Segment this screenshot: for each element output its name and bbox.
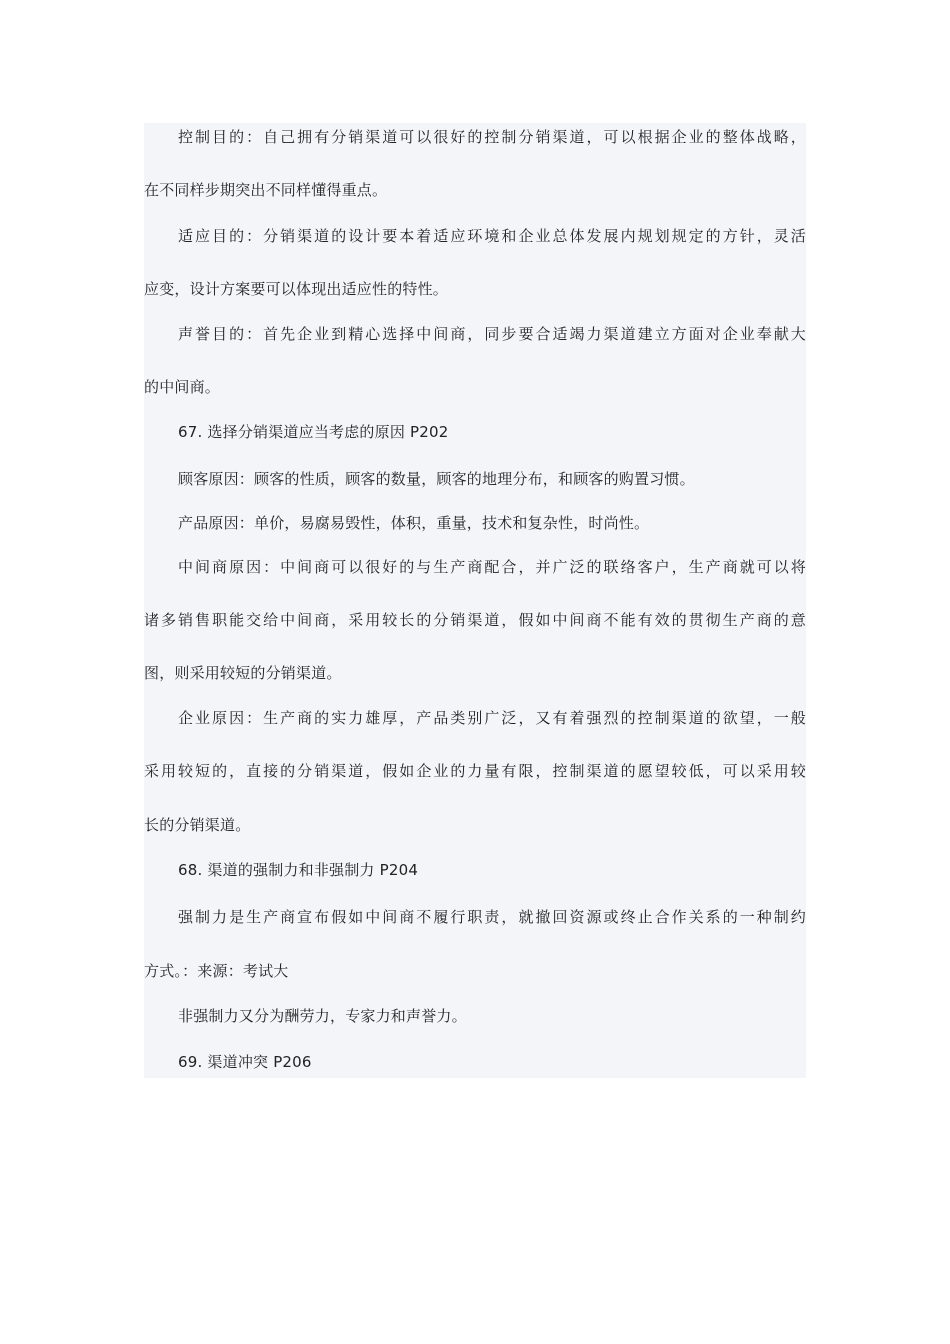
paragraph-adapt-goal-line-1: 适应目的：分销渠道的设计要本着适应环境和企业总体发展内规划规定的方针，灵活 [178,227,806,245]
paragraph-reputation-goal-line-1: 声誉目的：首先企业到精心选择中间商，同步要合适竭力渠道建立方面对企业奉献大 [178,325,806,343]
paragraph-non-coercive-power: 非强制力又分为酬劳力，专家力和声誉力。 [178,1007,467,1025]
paragraph-customer-factors: 顾客原因：顾客的性质，顾客的数量，顾客的地理分布，和顾客的购置习惯。 [178,470,695,488]
paragraph-coercive-power-line-1: 强制力是生产商宣布假如中间商不履行职责，就撤回资源或终止合作关系的一种制约 [178,908,806,926]
paragraph-coercive-power-line-2: 方式。：来源：考试大 [144,962,289,980]
paragraph-reputation-goal-line-2: 的中间商。 [144,378,221,396]
paragraph-intermediary-factors-line-2: 诸多销售职能交给中间商，采用较长的分销渠道，假如中间商不能有效的贯彻生产商的意 [144,611,806,629]
paragraph-control-goal-line-2: 在不同样步期突出不同样懂得重点。 [144,181,388,199]
paragraph-enterprise-factors-line-3: 长的分销渠道。 [144,816,251,834]
document-text-block [144,123,806,1078]
section-heading-69: 69. 渠道冲突 P206 [178,1053,312,1071]
paragraph-enterprise-factors-line-2: 采用较短的，直接的分销渠道，假如企业的力量有限，控制渠道的愿望较低，可以采用较 [144,762,806,780]
paragraph-adapt-goal-line-2: 应变，设计方案要可以体现出适应性的特性。 [144,280,449,298]
paragraph-enterprise-factors-line-1: 企业原因：生产商的实力雄厚，产品类别广泛，又有着强烈的控制渠道的欲望，一般 [178,709,806,727]
paragraph-intermediary-factors-line-1: 中间商原因：中间商可以很好的与生产商配合，并广泛的联络客户，生产商就可以将 [178,558,806,576]
paragraph-intermediary-factors-line-3: 图，则采用较短的分销渠道。 [144,664,342,682]
section-heading-67: 67. 选择分销渠道应当考虑的原因 P202 [178,423,449,441]
paragraph-product-factors: 产品原因：单价，易腐易毁性，体积，重量，技术和复杂性，时尚性。 [178,514,650,532]
paragraph-control-goal-line-1: 控制目的：自己拥有分销渠道可以很好的控制分销渠道，可以根据企业的整体战略， [178,128,806,146]
section-heading-68: 68. 渠道的强制力和非强制力 P204 [178,861,419,879]
